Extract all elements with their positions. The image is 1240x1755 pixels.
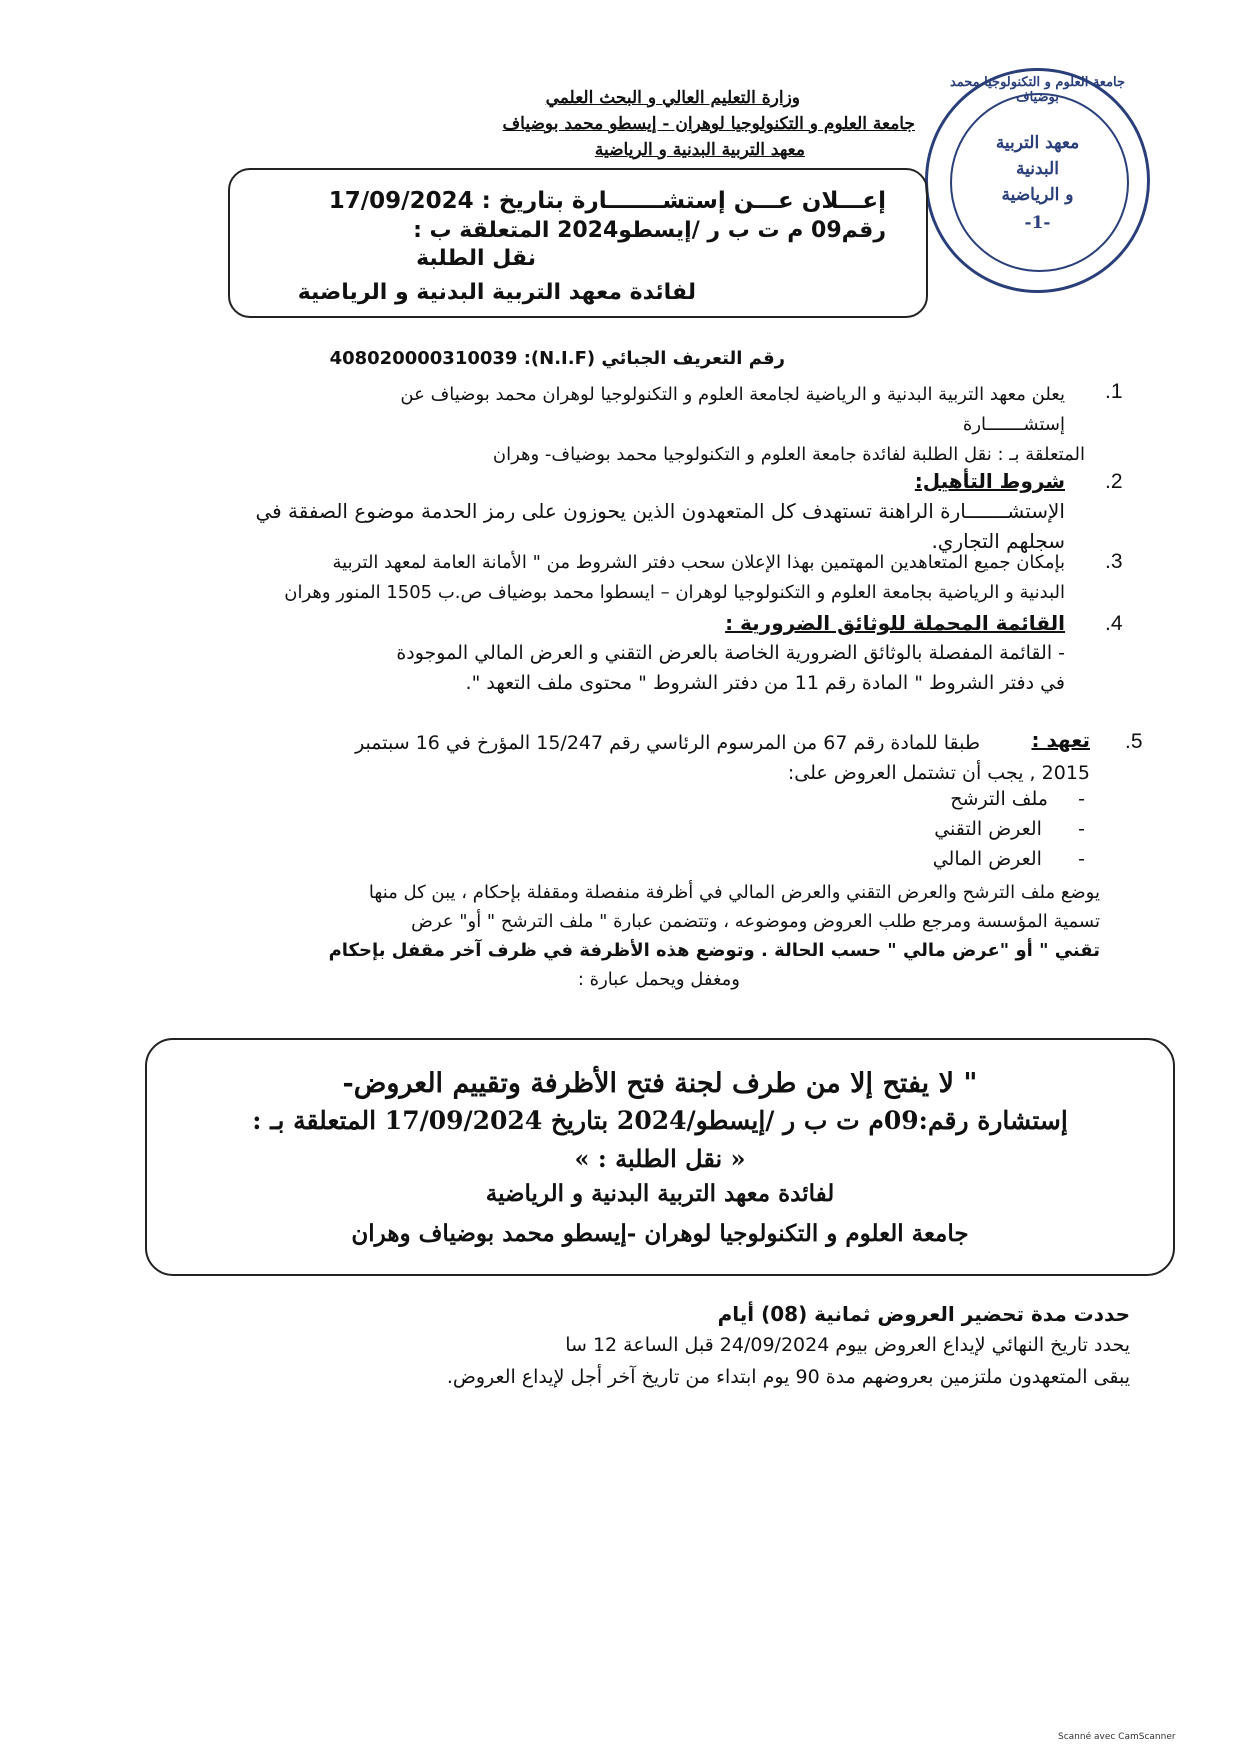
seal-line-1: معهد التربية xyxy=(995,133,1080,153)
announcement-subject: نقل الطلبة xyxy=(416,246,536,271)
envelope-label-line-5: جامعة العلوم و التكنولوجيا لوهران -إيسطو محمد بوضياف وهران xyxy=(351,1220,969,1247)
item-line: طبقا للمادة رقم 67 من المرسوم الرئاسي رقم 15/247 المؤرخ في 16 سبتمبر xyxy=(355,732,980,754)
item-1 xyxy=(135,380,1085,470)
item-line: الإستشـــــــارة الراهنة تستهدف كل المتعهدون الذين يحوزون على رمز الحدمة موضوع الصفقة في xyxy=(255,499,1065,523)
item-number: .3 xyxy=(1105,550,1123,573)
item-3 xyxy=(135,548,1065,608)
envelope-line: ومغفل ويحمل عبارة : xyxy=(577,969,740,990)
envelope-line: تقني " أو "عرض مالي " حسب الحالة . وتوضع هذه الأظرفة في ظرف آخر مقفل بإحكام xyxy=(328,940,1100,961)
announcement-title: إعـــلان عـــن إستشـــــــارة بتاريخ : 17/09/2024 xyxy=(328,188,886,214)
item-5-heading: تعهد : xyxy=(1031,728,1090,752)
item-number: .2 xyxy=(1105,470,1123,493)
item-line: - القائمة المفصلة بالوثائق الضرورية الخاصة بالعرض التقني و العرض المالي الموجودة xyxy=(396,642,1065,664)
scanner-watermark: Scanné avec CamScanner xyxy=(1058,1732,1176,1742)
envelope-label-line-4: لفائدة معهد التربية البدنية و الرياضية xyxy=(485,1180,835,1207)
envelope-instructions xyxy=(140,878,1100,994)
official-seal xyxy=(925,68,1150,293)
preparation-period: حددت مدة تحضير العروض ثمانية (08) أيام xyxy=(717,1302,1130,1326)
item-4 xyxy=(135,608,1065,698)
offer-list-item: - العرض التقني xyxy=(934,818,1085,840)
item-line: في دفتر الشروط " المادة رقم 11 من دفتر الشروط " محتوى ملف التعهد ". xyxy=(465,672,1065,694)
item-heading: شروط التأهيل: xyxy=(914,469,1065,493)
item-number: .5 xyxy=(1125,730,1143,753)
envelope-label-box xyxy=(145,1038,1175,1276)
item-5 xyxy=(180,728,980,758)
seal-outer-text: جامعة العلوم و التكنولوجيا محمد بوضياف xyxy=(949,75,1126,105)
announcement-box xyxy=(228,168,928,318)
item-line: المتعلقة بـ : نقل الطلبة لفائدة جامعة العلوم و التكنولوجيا محمد بوضياف- وهران xyxy=(492,444,1085,465)
item-line: إستشـــــــارة xyxy=(962,414,1065,435)
item-2 xyxy=(135,466,1065,556)
announcement-number: رقم09 م ت ب ر /إيسطو2024 المتعلقة ب : xyxy=(413,218,886,243)
deadline: يحدد تاريخ النهائي لإيداع العروض بيوم 24/09/2024 قبل الساعة 12 سا xyxy=(565,1334,1130,1356)
envelope-line: تسمية المؤسسة ومرجع طلب العروض وموضوعه ، وتتضمن عبارة " ملف الترشح " أو" عرض xyxy=(411,911,1100,932)
item-line: 2015 , يجب أن تشتمل العروض على: xyxy=(787,762,1090,784)
seal-line-3: و الرياضية xyxy=(1001,185,1074,205)
envelope-line: يوضع ملف الترشح والعرض التقني والعرض المالي في أظرفة منفصلة ومقفلة بإحكام ، يبن كل منها xyxy=(368,882,1100,903)
offer-list-item: - ملف الترشح xyxy=(950,788,1085,810)
item-number: .4 xyxy=(1105,612,1123,635)
announcement-beneficiary: لفائدة معهد التربية البدنية و الرياضية xyxy=(297,280,696,305)
item-line: البدنية و الرياضية بجامعة العلوم و التكنولوجيا لوهران – ايسطوا محمد بوضياف ص.ب 1505 المنور وهران xyxy=(284,582,1065,603)
seal-line-2: البدنية xyxy=(1016,159,1059,179)
offer-list-item: - العرض المالي xyxy=(932,848,1085,870)
envelope-label-line-3: « نقل الطلبة : » xyxy=(574,1144,746,1173)
item-5-cont xyxy=(190,758,1090,788)
item-line: بإمكان جميع المتعاهدين المهتمين بهذا الإعلان سحب دفتر الشروط من " الأمانة العامة لمعهد التربية xyxy=(332,552,1065,573)
envelope-label-line-2: إستشارة رقم:09م ت ب ر /إيسطو/2024 بتاريخ 17/09/2024 المتعلقة بـ : xyxy=(252,1106,1068,1135)
tax-id: رقم التعريف الجبائي (N.I.F): 408020000310039 xyxy=(329,348,785,369)
validity-period: يبقى المتعهدون ملتزمين بعروضهم مدة 90 يوم ابتداء من تاريخ آخر أجل لإيداع العروض. xyxy=(446,1366,1130,1388)
item-line: يعلن معهد التربية البدنية و الرياضية لجامعة العلوم و التكنولوجيا لوهران محمد بوضياف عن xyxy=(400,384,1065,405)
item-line: سجلهم التجاري. xyxy=(931,529,1065,553)
university-header: جامعة العلوم و التكنولوجيا لوهران - إيسطو محمد بوضياف xyxy=(502,114,915,134)
envelope-label-line-1: " لا يفتح إلا من طرف لجنة فتح الأظرفة وتقييم العروض- xyxy=(342,1068,978,1099)
seal-line-4: -1- xyxy=(1024,213,1051,233)
item-heading: القائمة المحملة للوثائق الضرورية : xyxy=(725,611,1065,635)
item-number: .1 xyxy=(1105,380,1123,403)
institute-header: معهد التربية البدنية و الرياضية xyxy=(594,140,805,160)
ministry-header: وزارة التعليم العالي و البحث العلمي xyxy=(545,88,800,108)
